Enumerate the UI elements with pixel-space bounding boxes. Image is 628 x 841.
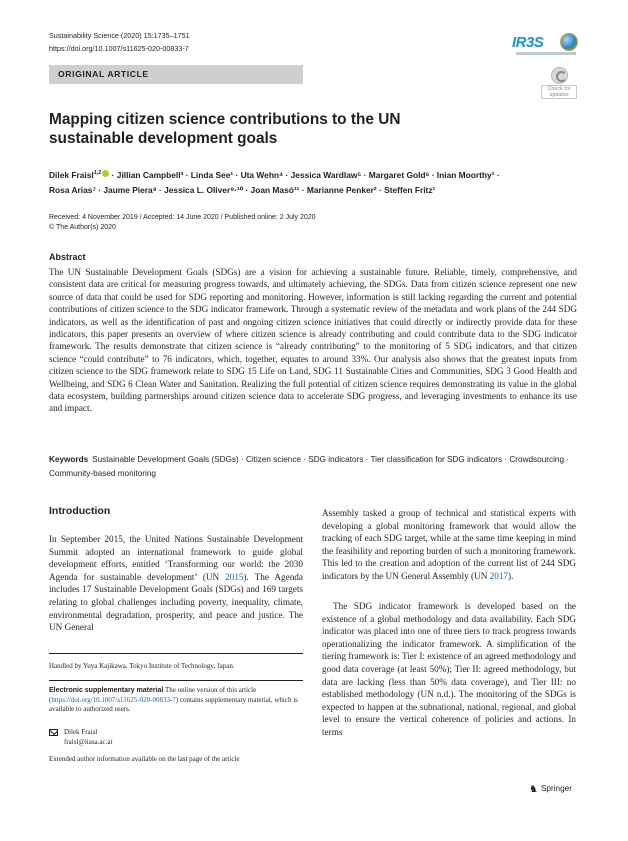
abstract-body: The UN Sustainable Development Goals (SDGs) are a vision for achieving a sustainable future. Reliable, timely, comprehensive, and consistent data are critical for measuring progress towards, and ultimately achieving, the SDGs. Data from citizen science represent one new source of data that could be used for SDG reporting and monitoring. However, information is still lacking regarding the current and potential contributions of citizen science to the SDG indicator framework. Through a systematic review of the metadata and work plans of the 244 SDG indicators, as well as the identification of past and ongoing citizen science initiatives that could directly or indirectly provide data for these indicators, this paper presents an overview of where citizen science is already contributing and could contribute data to the SDG indicator framework. The results demonstrate that citizen science is “already contributing” to the monitoring of 5 SDG indicators, and that citizen science “could contribute” to 76 indicators, which, together, equates to around 33%. Our analysis also shows that the greatest inputs from citizen science to the SDG framework relate to SDG 15 Life on Land, SDG 11 Sustainable Cities and Communities, SDG 3 Good Health and Wellbeing, and SDG 6 Clean Water and Sanitation. Realizing the full potential of citizen science requires demonstrating its value in the global data ecosystem, building partnerships around citizen science data to accelerate SDG progress, and leveraging investments to enhance its use and impact. xyxy=(49,267,577,414)
author-line-1-rest: · Jillian Campbell³ · Linda See¹ · Uta Wehn⁴ · Jessica Wardlaw⁵ · Margaret Gold⁶ · Inian Moorthy¹ · xyxy=(109,169,500,180)
introduction-heading: Introduction xyxy=(49,505,111,517)
citation-link-2015[interactable]: 2015 xyxy=(225,571,244,582)
author-first[interactable]: Dilek Fraisl xyxy=(49,169,94,180)
handled-by-note: Handled by Yuya Kajikawa, Tokyo Institute of Technology, Japan. xyxy=(49,662,235,670)
keywords-text: Sustainable Development Goals (SDGs) · Citizen science · SDG indicators · Tier classification for SDG indicators · Crowdsourcing · Community-based monitoring xyxy=(49,455,570,478)
intro-p1c-text-a: Assembly tasked a group of technical and statistical experts with developing a global monitoring framework that would allow the tracking of each SDG target, while at the same time keeping in mind the feasibility and reporting burden of such a monitoring framework. This led to the creation and adoption of the current list of 244 SDG indicators by the UN General Assembly (UN xyxy=(322,508,576,581)
keywords-label: Keywords xyxy=(49,455,89,464)
citation-link-2017[interactable]: 2017 xyxy=(489,570,509,581)
author-line-2: Rosa Arias⁷ · Jaume Piera⁸ · Jessica L. Oliver⁹·¹⁰ · Joan Masó¹¹ · Marianne Penker² · Steffen Fritz¹ xyxy=(49,184,436,195)
extended-author-info: Extended author information available on the last page of the article xyxy=(49,755,240,763)
paper-title: Mapping citizen science contributions to the UN sustainable development goals xyxy=(49,111,401,147)
keywords-section xyxy=(49,453,577,480)
publication-history: Received: 4 November 2019 / Accepted: 14 June 2020 / Published online: 2 July 2020 xyxy=(49,214,316,221)
introduction-paragraph-2: The SDG indicator framework is developed based on the existence of a global methodology and data availability. Each SDG indicator was placed into one of three tiers to track progress towards operationalizing the indicator framework. A simplification of the tiering framework is: Tier I: existence of an agreed methodology and good data coverage (at least 50%); Tier II: agreed methodology, but data are lacking (less than 50% data coverage), and Tier III: no established methodology (UN n.d.). The monitoring of the SDGs is expected to happen at the subnational, national, regional, and global level to ensure the vertical coherence of policies and actions. In terms xyxy=(322,601,576,737)
corresponding-author-name: Dilek Fraisl xyxy=(64,728,98,736)
globe-icon xyxy=(560,33,578,51)
article-type-label: ORIGINAL ARTICLE xyxy=(58,69,149,79)
check-updates-icon xyxy=(551,67,568,84)
author-first-affiliation: 1,2 xyxy=(93,170,102,176)
publisher-logo xyxy=(529,784,572,795)
doi-link[interactable]: https://doi.org/10.1007/s11625-020-00833-7 xyxy=(49,44,189,53)
esm-label: Electronic supplementary material xyxy=(49,687,164,694)
logo-text: IR3S xyxy=(512,34,544,51)
author-list xyxy=(49,166,579,198)
intro-p1-text-a: In September 2015, the United Nations Sustainable Development Summit adopted an international framework to guide global development efforts, entitled ‘Transforming our world: the 2030 Agenda for sustainable development’ (UN xyxy=(49,534,303,582)
journal-citation: Sustainability Science (2020) 15:1735–1751 xyxy=(49,31,190,40)
journal-logo xyxy=(512,30,580,60)
intro-p1-text-b: ). The Agenda includes 17 Sustainable Development Goals (SDGs) and 169 targets relating to global challenges including poverty, inequality, climate, environmental degradation, prosperity, and peace and justice. The UN General xyxy=(49,571,303,633)
esm-doi-link[interactable]: https://doi.org/10.1007/s11625-020-00833-7 xyxy=(51,695,176,704)
abstract-heading: Abstract xyxy=(49,252,86,262)
corresponding-author-email[interactable]: fraisl@iiasa.ac.at xyxy=(64,738,113,746)
springer-horse-icon: ♞ xyxy=(529,784,538,795)
intro-p1c-text-b: ). xyxy=(508,570,514,581)
check-for-updates-button[interactable] xyxy=(541,67,577,103)
introduction-paragraph-1-continued xyxy=(322,507,576,583)
copyright-notice: © The Author(s) 2020 xyxy=(49,224,116,231)
footnote-divider xyxy=(49,653,303,654)
check-updates-label: Check for updates xyxy=(541,85,577,99)
introduction-paragraph-1 xyxy=(49,533,303,634)
envelope-icon xyxy=(49,729,58,736)
esm-text-a: The online version of this article ( xyxy=(49,686,257,704)
esm-text-b: ) contains supplementary material, which is available to authorized users. xyxy=(49,695,298,714)
supplementary-material-note xyxy=(49,686,303,715)
footnote-divider-2 xyxy=(49,680,303,681)
publisher-name: Springer xyxy=(540,784,572,793)
author-line-1 xyxy=(49,166,579,183)
logo-subline xyxy=(516,52,576,55)
article-type-banner xyxy=(49,65,303,84)
